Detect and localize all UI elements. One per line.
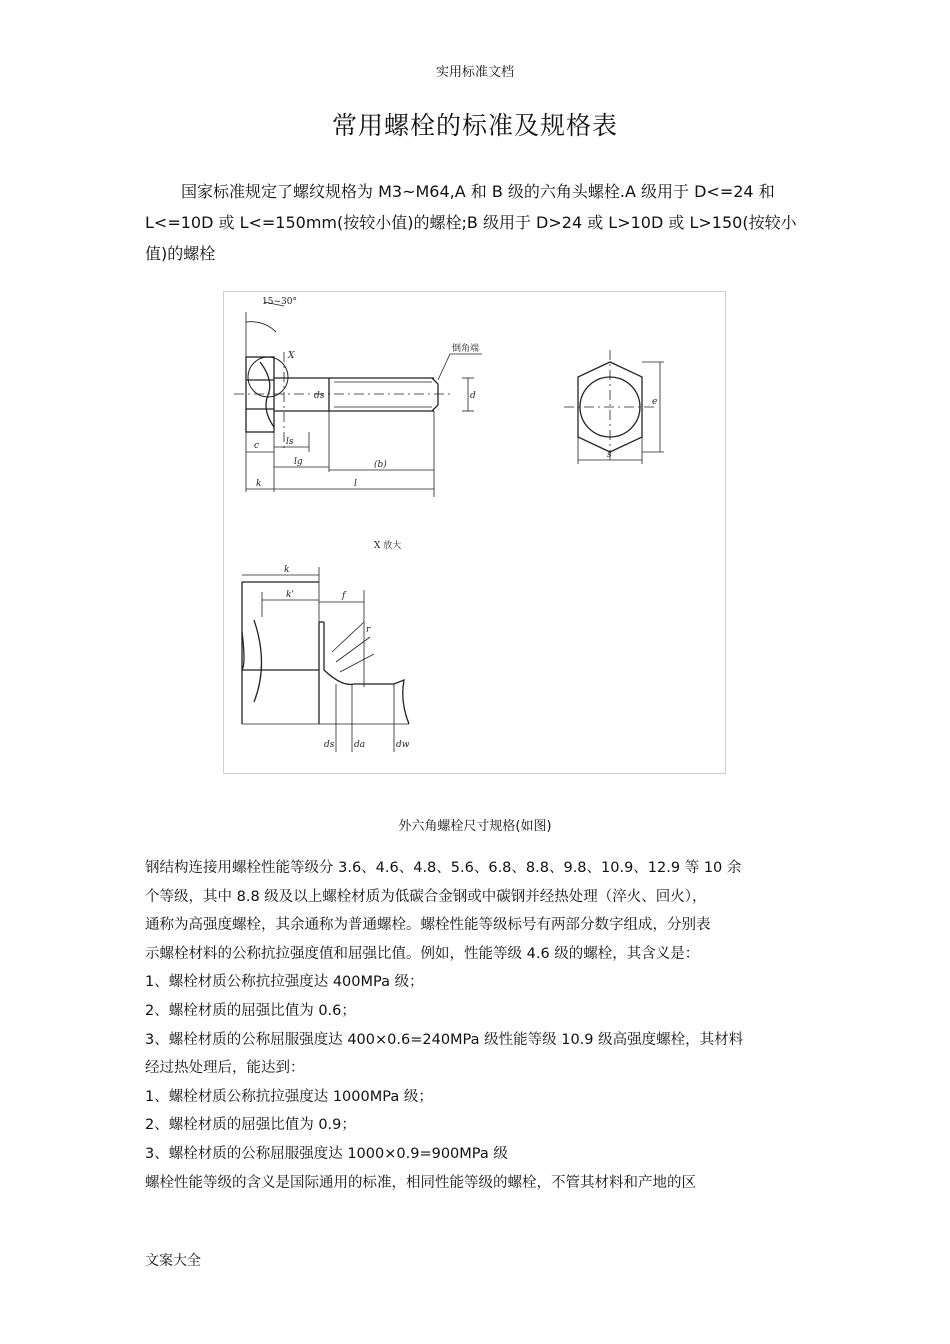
bolt-technical-drawing	[224, 292, 727, 775]
k-label: k	[256, 479, 262, 489]
angle-label: 15~30°	[262, 297, 297, 307]
body-line: 1、螺栓材质公称抗拉强度达 400MPa 级；	[145, 974, 424, 991]
body-line: 个等级，其中 8.8 级及以上螺栓材质为低碳合金钢或中碳钢并经热处理（淬火、回火），	[145, 888, 707, 905]
l-label: l	[354, 479, 357, 489]
ls-label: ls	[286, 437, 294, 447]
body-line: 钢结构连接用螺栓性能等级分 3.6、4.6、4.8、5.6、6.8、8.8、9.8、10.9、12.9 等 10 余	[145, 860, 742, 876]
x-mark-label: X	[288, 351, 295, 361]
enlarge-label: X 放大	[374, 541, 402, 551]
lg-label: lg	[294, 457, 303, 467]
f-label: f	[342, 591, 346, 601]
s-label: s	[607, 450, 612, 460]
page-title: 常用螺栓的标准及规格表	[331, 111, 618, 140]
ds-label: ds	[314, 391, 325, 401]
r-label: r	[366, 625, 371, 635]
chamfer-label: 倒角端	[452, 344, 480, 354]
body-line: 2、螺栓材质的屈强比值为 0.9；	[145, 1117, 356, 1134]
intro-paragraph	[145, 176, 805, 269]
body-text	[145, 854, 810, 1197]
bolt-drawing-figure	[223, 291, 726, 774]
body-line: 3、螺栓材质的公称屈服强度达 400×0.6=240MPa 级性能等级 10.9 级高强度螺栓，其材料	[145, 1031, 744, 1048]
body-line: 经过热处理后，能达到：	[145, 1060, 305, 1077]
figure-caption: 外六角螺栓尺寸规格(如图)	[398, 819, 552, 834]
body-line: 螺栓性能等级的含义是国际通用的标准，相同性能等级的螺栓，不管其材料和产地的区	[145, 1174, 696, 1191]
dw-label: dw	[396, 740, 410, 750]
body-line: 示螺栓材料的公称抗拉强度值和屈强比值。例如，性能等级 4.6 级的螺栓，其含义是：	[145, 945, 700, 962]
b-label: (b)	[374, 460, 387, 470]
ds-detail-label: ds	[324, 740, 335, 750]
kprime-label: k'	[286, 590, 294, 600]
intro-text: 国家标准规定了螺纹规格为 M3~M64,A 和 B 级的六角头螺栓.A 级用于 D<=24 和 L<=10D 或 L<=150mm(按较小值)的螺栓;B 级用于 D>24 或 L>10D 或 L>150(按较小值)的螺栓	[145, 182, 797, 263]
k-detail-label: k	[284, 565, 290, 575]
body-line: 通称为高强度螺栓，其余通称为普通螺栓。螺栓性能等级标号有两部分数字组成，分别表	[145, 917, 711, 934]
c-label: c	[254, 441, 260, 451]
e-label: e	[652, 397, 658, 407]
body-line: 1、螺栓材质公称抗拉强度达 1000MPa 级；	[145, 1088, 433, 1105]
d-label: d	[470, 391, 476, 401]
da-label: da	[354, 740, 366, 750]
page-header: 实用标准文档	[435, 65, 514, 80]
page-footer: 文案大全	[145, 1253, 201, 1269]
body-line: 3、螺栓材质的公称屈服强度达 1000×0.9=900MPa 级	[145, 1145, 508, 1162]
body-line: 2、螺栓材质的屈强比值为 0.6；	[145, 1002, 356, 1019]
